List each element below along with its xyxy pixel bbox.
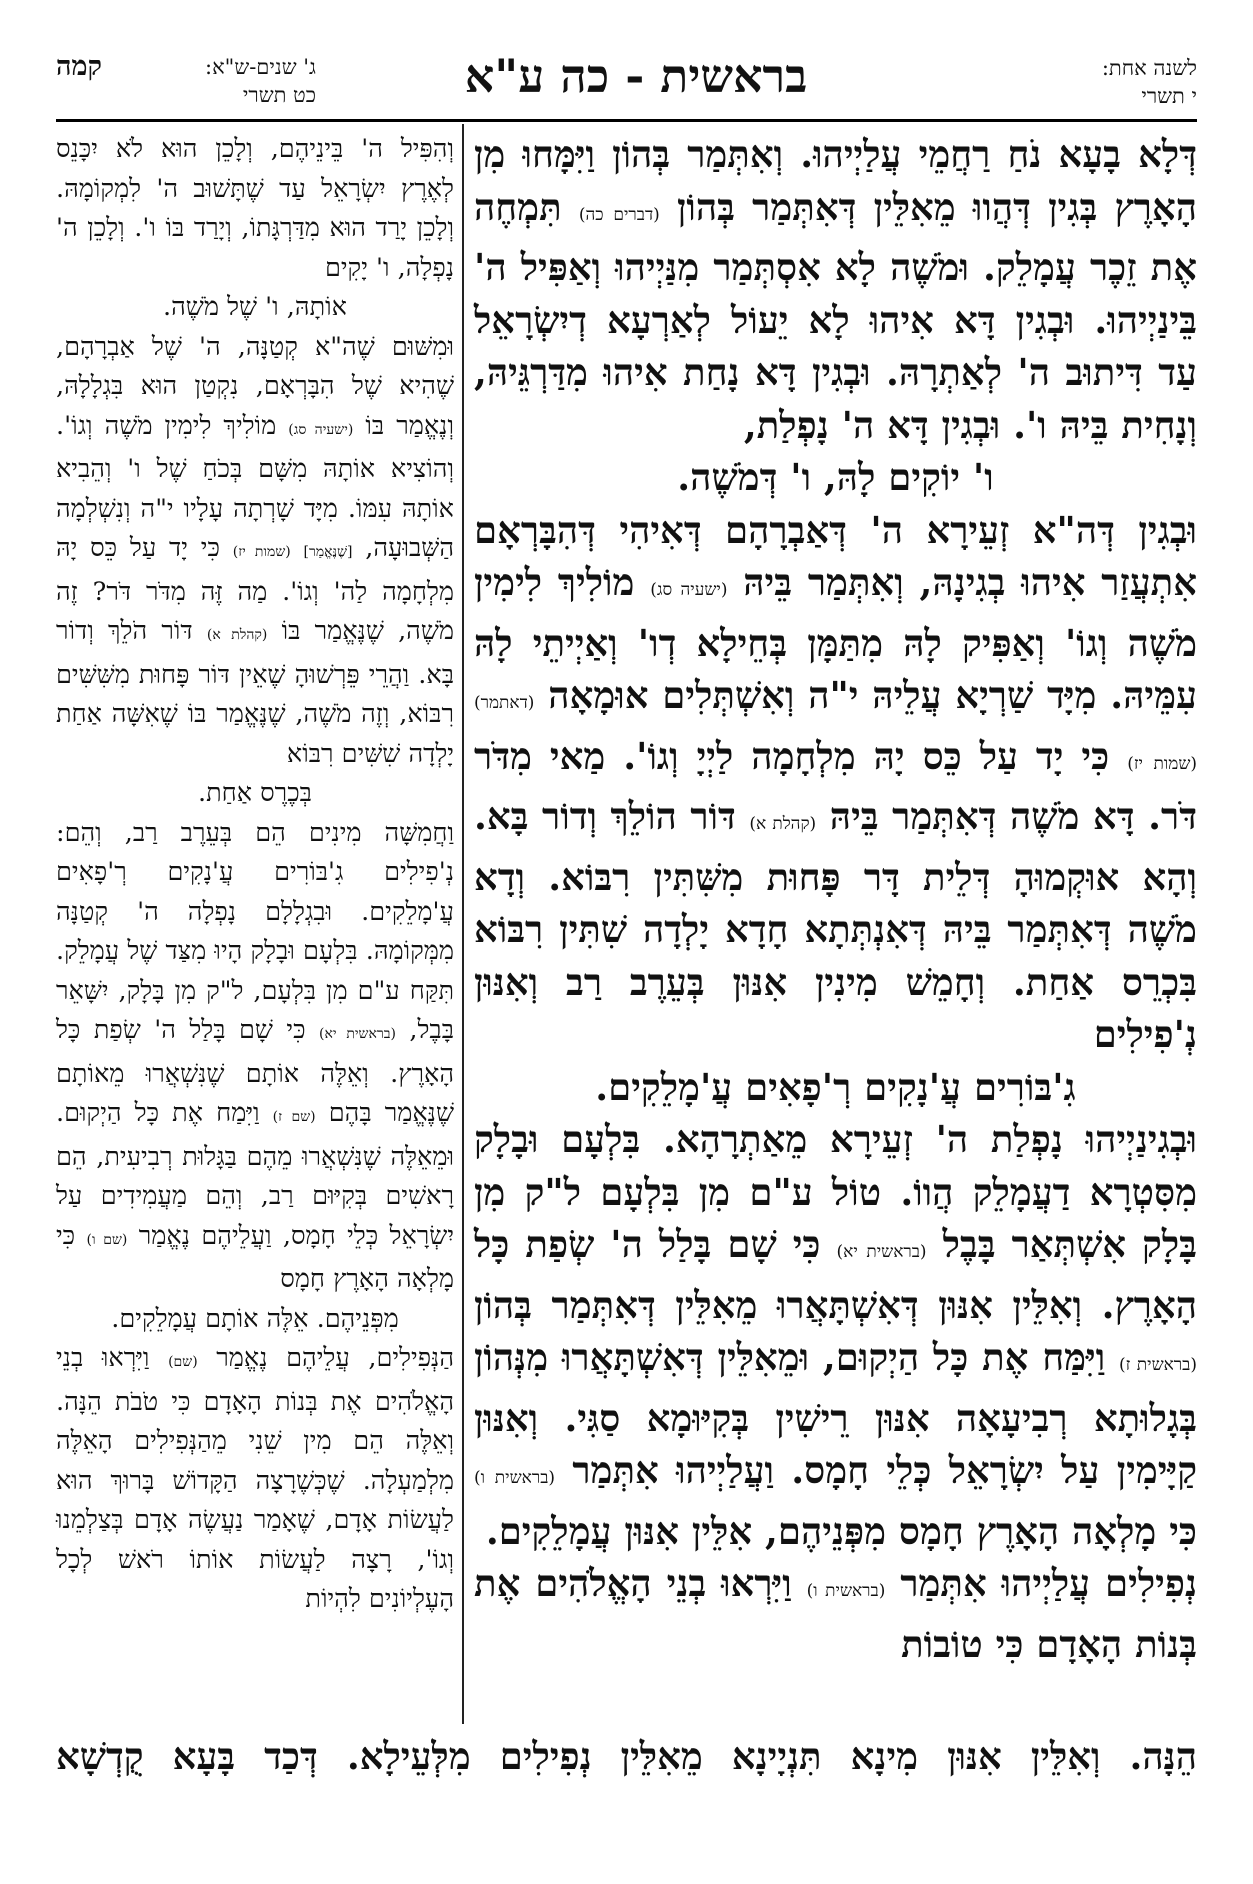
main-text-segment: כִּי שָׁם בָּלַל ה' שְׂפַת כָּל הָאָרֶץ. וְאִלֵּין אִנּוּן דְּאִשְׁתָּאֲרוּ מֵאִלֵּין דְּאִתְּמַר בְּהוֹן xyxy=(474,1222,1197,1327)
schedule-three-years: ג' שנים-ש"א: xyxy=(205,55,316,79)
schedule-one-year: לשנה אחת: xyxy=(1101,56,1197,80)
schedule-one-year-date: י תשרי xyxy=(1141,84,1197,108)
scripture-reference: (ישעיה סג) xyxy=(288,421,354,438)
page-header xyxy=(56,48,1197,112)
scripture-reference: (קהלת א) xyxy=(206,627,268,643)
scripture-reference: (שם ו) xyxy=(86,1231,128,1248)
commentary-segment: דּוֹר הֹלֵךְ וְדוֹר בָּא. וַהֲרֵי פֵּרְשׁוּהָ שֶׁאֵין דּוֹר פָּחוּת מִשִּׁשִּׁים רִבּוֹא, וְזֶה מֹשֶׁה, שֶׁנֶּאֱמַר בּוֹ שֶׁאִשָּׁה אַחַת יָלְדָה שִׁשִּׁים רִבּוֹא xyxy=(56,616,454,769)
commentary-segment: כִּי יָד עַל כֵּס יָהּ מִלְחָמָה לַה' וְגוֹ'. מַה זֶּה מִדֹּר דֹּר? זֶה מֹשֶׁה, שֶׁנֶּאֱמַר בּוֹ xyxy=(56,533,455,646)
main-text-segment: וַיִּרְאוּ בְנֵי הָאֱלֹהִים אֶת בְּנוֹת הָאָדָם כִּי טוֹבוֹת xyxy=(474,1561,1197,1666)
header-right-block xyxy=(957,54,1197,110)
header-divider xyxy=(56,119,1197,122)
main-text-segment: דְּלָא בָעָא נֹחַ רַחֲמֵי עֲלַיְיהוּ. וְאִתְּמַר בְּהוֹן וַיִּמָּחוּ מִן הָאָרֶץ בְּגִין דְּהֲווּ מֵאִלֵּין דְּאִתְּמַר בְּהוֹן xyxy=(474,132,1197,229)
scripture-reference: (בראשית יא) xyxy=(836,1242,927,1262)
commentary-segment: כִּי שָׁם בָּלַל ה' שְׂפַת כָּל הָאָרֶץ. וְאֵלֶּה אוֹתָם שֶׁנִּשְׁאֲרוּ מֵאוֹתָם שֶׁנֶּאֱמַר בָּהֶם xyxy=(56,1015,455,1128)
main-text-segment: כִּי יָד עַל כֵּס יָהּ מִלְחָמָה לַיְיָ וְגוֹ'. מַאי מִדֹּר דֹּר. דָּא מֹשֶׁה דְּאִתְּמַר בֵּיהּ xyxy=(474,733,1197,838)
main-text-segment: וּבְגִינַיְיהוּ נָפְלַת ה' זְעֵירָא מֵאַתְרָהָא. בִּלְעָם וּבָלָק מִסִּטְרָא דַעֲמָלֵק הֲווֹ. טוֹל ע"ם מִן בִּלְעָם ל"ק מִן בָּלָק אִשְׁתְּאַר בָּבֶל xyxy=(474,1117,1197,1266)
commentary-segment: וַיִּרְאוּ בְנֵי הָאֱלֹהִים אֶת בְּנוֹת הָאָדָם כִּי טֹבֹת הֵנָּה. וְאֵלֶּה הֵם מִין שֵׁנִי מֵהַנְּפִילִים הָאֵלֶּה מִלְמַעְלָה. שֶׁכְּשֶׁרָצָה הַקָּדוֹשׁ בָּרוּךְ הוּא לַעֲשׂוֹת אָדָם, שֶׁאָמַר נַעֲשֶׂה אָדָם בְּצַלְמֵנוּ וְגוֹ', רָצָה לַעֲשׂוֹת אוֹתוֹ רֹאשׁ לְכָל הָעֶלְיוֹנִים לִהְיוֹת xyxy=(56,1343,454,1614)
commentary-paragraph: וְהִפִּיל ה' בֵּינֵיהֶם, וְלָכֵן הוּא לֹא יִכָּנֵס לְאֶרֶץ יִשְׂרָאֵל עַד שֶׁתָּשׁוּב ה' לִמְקוֹמָהּ. וְלָכֵן יָרַד הוּא מִדַּרְגָּתוֹ, וְיָרַד בּוֹ ו'. וְלָכֵן ה' נָפְלָה, ו' יָקִים xyxy=(56,134,454,283)
main-text-segment: וַיִּמַּח אֶת כָּל הַיְקוּם, וּמֵאִלֵּין דְּאִשְׁתָּאֲרוּ מִנְּהוֹן בְּגָלוּתָא רְבִיעָאָה אִנּוּן רֵישִׁין בְּקִיּוּמָא סַגִּי. וְאִנּוּן קַיָּימִין עַל יִשְׂרָאֵל כְּלֵי חָמָס. וַעֲלַיְיהוּ אִתְּמַר xyxy=(474,1335,1198,1492)
scripture-reference: (דברים כה) xyxy=(578,204,660,225)
commentary-column xyxy=(56,130,454,1718)
scripture-reference: (בראשית ו) xyxy=(474,1468,556,1488)
main-text-segment: דּוֹר הוֹלֵךְ וְדוֹר בָּא. וְהָא אוּקְמוּהָ דְּלֵית דָּר פָּחוּת מִשִּׁתִּין רִבּוֹא. וְדָא מֹשֶׁה דְּאִתְּמַר בֵּיהּ דְּאִנְתְּתָא חָדָא יָלְדָה שִׁתִּין רִבּוֹא בִּכְרֵס אַחַת. וְחָמֵשׁ מִינִין אִנּוּן בְּעֵרֶב רַב וְאִנּוּן נְ'פִילִים xyxy=(474,794,1197,1056)
main-paragraph xyxy=(474,1557,1197,1670)
commentary-paragraph xyxy=(56,814,454,1300)
scripture-reference: (בראשית יא) xyxy=(319,1026,396,1042)
commentary-line: אוֹתָהּ, ו' שֶׁל מֹשֶׁה. xyxy=(163,292,347,322)
main-text-segment: כִּי מָלְאָה הָאָרֶץ חָמָס מִפְּנֵיהֶם, אִלֵּין אִנּוּן עֲמָלֵקִים. xyxy=(485,1508,1197,1553)
main-text-segment: נְפִילִים עֲלַיְיהוּ אִתְּמַר xyxy=(900,1561,1197,1605)
main-text-line: גִ'בּוֹרִים עֲ'נָקִים רְ'פָאִים עֲ'מָלֵקִים. xyxy=(595,1064,1076,1109)
commentary-line: בְּכֶרֶס אַחַת. xyxy=(198,778,312,808)
scripture-reference: [שֶׁנֶּאֱמַר] xyxy=(303,544,353,560)
page-title: בראשית - כה ע"א xyxy=(464,49,808,103)
commentary-paragraph xyxy=(56,1339,454,1620)
commentary-paragraph xyxy=(56,328,454,775)
commentary-segment: כִּי מָלְאָה הָאָרֶץ חָמָס xyxy=(56,1220,454,1294)
scripture-reference: (שם) xyxy=(168,1354,198,1370)
scripture-reference: (שמות יז) xyxy=(232,544,291,560)
main-text-line: ו' יוֹקִים לָהּ, ו' דְּמֹשֶׁה. xyxy=(677,455,994,499)
page-number: קמה xyxy=(56,51,102,82)
commentary-segment: מוֹלִיךְ לִימִין מֹשֶׁה וְגוֹ'. וְהוֹצִיא אוֹתָהּ מִשָּׁם בְּכֹחַ שֶׁל ו' וְהֵבִיא אוֹתָהּ עִמּוֹ. מִיָּד שָׁרְתָה עָלָיו י"ה וְנִשְׁלְמָה הַשְּׁבוּעָה, xyxy=(56,410,455,563)
commentary-line: מִפְּנֵיהֶם. אֵלֶּה אוֹתָם עֲמָלֵקִים. xyxy=(111,1303,399,1334)
scripture-reference: (דאתמר) xyxy=(474,693,535,713)
commentary-segment: וּמִשּׁוּם שֶׁה"א קְטַנָּה, ה' שֶׁל אַבְרָהָם, שֶׁהִיא שֶׁל הִבָּרְאָם, נִקְטַן הוּא בִּגְלָלָהּ, וְנֶאֱמַר בּוֹ xyxy=(56,331,454,441)
main-paragraph xyxy=(474,1113,1197,1557)
schedule-three-years-date: כט תשרי xyxy=(242,83,316,107)
main-paragraph xyxy=(474,504,1197,1061)
commentary-segment: וַחֲמִשָּׁה מִינִים הֵם בְּעֵרֶב רַב, וְהֵם: נְ'פִילִים גִ'בּוֹרִים עֲ'נָקִים רְ'פָאִים עֲ'מָלֵקִים. וּבִגְלָלָם נָפְלָה ה' קְטַנָּה מִמְּקוֹמָהּ. בִּלְעָם וּבָלָק הָיוּ מִצַּד שֶׁל עֲמָלֵק. תִּקַּח ע"ם מִן בִּלְעָם, ל"ק מִן בָּלָק, יִשָּׁאֵר בָּבֶל, xyxy=(56,817,455,1045)
commentary-segment: הַנְּפִילִים, עֲלֵיהֶם נֶאֱמַר xyxy=(216,1343,455,1373)
main-text-segment: תִּמְחֶה אֶת זֵכֶר עֲמָלֵק. וּמֹשֶׁה לָא אִסְתְּמַר מִנַּיְיהוּ וְאַפִּיל ה' בֵּינַיְיהוּ. וּבְגִין דָּא אִיהוּ לָא יֵעוֹל לְאַרְעָא דְיִשְׂרָאֵל עַד דִּיתוּב ה' לְאַתְרָהּ. וּבְגִין דָּא נָחַת אִיהוּ מִדַּרְגֵּיהּ, וְנָחִית בֵּיהּ ו'. וּבְגִין דָּא ה' נָפְלַת, xyxy=(474,184,1197,447)
main-paragraph xyxy=(474,128,1197,451)
main-text-column xyxy=(474,128,1197,1730)
scripture-reference: (בראשית ו) xyxy=(806,1581,886,1601)
scripture-reference: (ישעיה סג) xyxy=(650,580,728,600)
scripture-reference: (בראשית ז) xyxy=(1119,1355,1197,1375)
main-text-segment: מוֹלִיךְ לִימִין מֹשֶׁה וְגוֹ' וְאַפִּיק לָהּ מִתַּמָּן בְּחֵילָא דְו' וְאַיְיתֵי לָהּ עִמֵּיהּ. מִיָּד שַׁרְיָא עֲלֵיהּ י"ה וְאִשְׁתְּלִים אוּמָאָה xyxy=(474,560,1197,717)
main-text-segment: וּבְגִין דְּה"א זְעֵירָא ה' דְּאַבְרָהָם דְּאִיהִי דְּהִבָּרְאָם אִתְעֲזַר אִיהוּ בְגִינָהּ, וְאִתְּמַר בֵּיהּ xyxy=(474,507,1197,604)
scripture-reference: (שמות יז) xyxy=(1127,753,1197,774)
main-text-footer-line: הֵנָּה. וְאִלֵּין אִנּוּן מִינָא תִּנְיָינָא מֵאִלֵּין נְפִילִים מִלְּעֵילָא. דְּכַד בָּעָא קֻדְשָׁא xyxy=(56,1734,1197,1778)
scripture-reference: (קהלת א) xyxy=(749,814,817,834)
commentary-segment: וַיִּמַח אֶת כָּל הַיְקוּם. וּמֵאֵלֶּה שֶׁנִּשְׁאֲרוּ מֵהֶם בַּגָּלוּת רְבִיעִית, הֵם רָאשִׁים בְּקִיּוּם רַב, וְהֵם מַעֲמִידִים עַל יִשְׂרָאֵל כְּלֵי חָמָס, וַעֲלֵיהֶם נֶאֱמַר xyxy=(56,1098,455,1251)
column-divider xyxy=(462,124,464,1724)
scripture-reference: (שם ז) xyxy=(272,1109,316,1125)
